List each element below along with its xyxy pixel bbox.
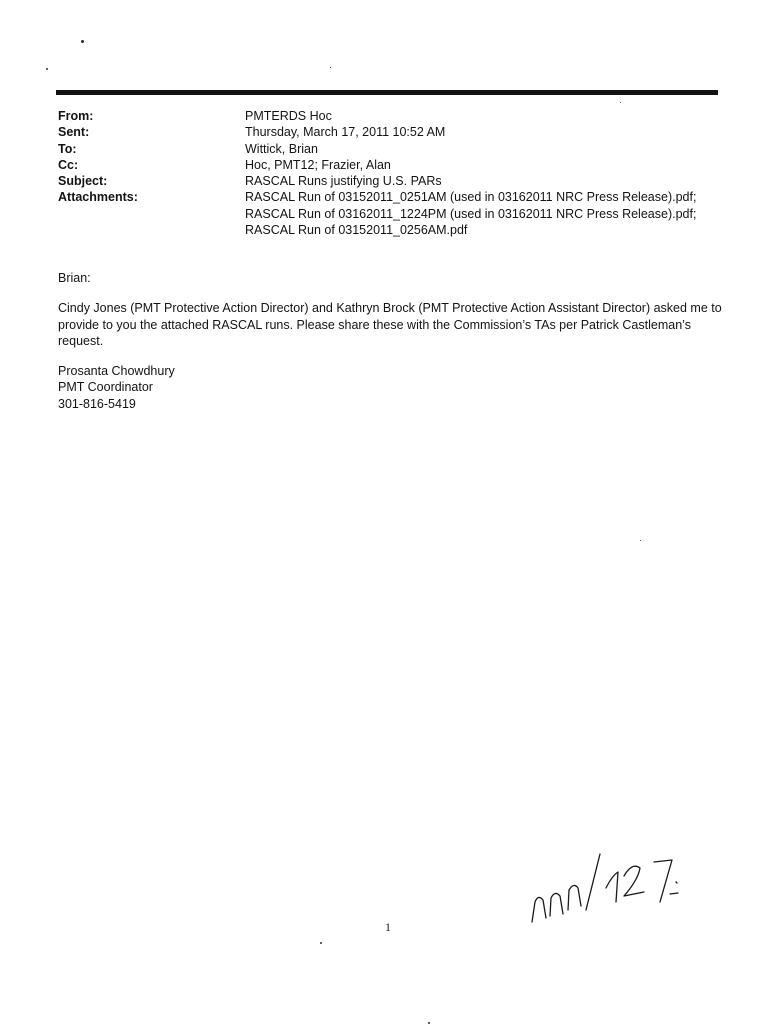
header-row-cc [58, 157, 718, 173]
email-body [58, 270, 723, 412]
greeting: Brian: [58, 271, 91, 285]
subject-value: RASCAL Runs justifying U.S. PARs [245, 174, 442, 189]
header-row-sent [58, 124, 718, 140]
header-rule [56, 90, 718, 95]
from-value: PMTERDS Hoc [245, 109, 332, 123]
header-row-subject [58, 173, 718, 189]
sent-label: Sent: [58, 125, 90, 140]
scan-speck [46, 68, 48, 70]
cc-label: Cc: [58, 157, 79, 172]
subject-label: Subject: [58, 174, 108, 189]
to-value: Wittick, Brian [245, 141, 318, 156]
scan-speck [320, 942, 322, 944]
to-label: To: [58, 141, 77, 156]
scan-speck [330, 67, 331, 68]
cc-value: Hoc, PMT12; Frazier, Alan [245, 157, 391, 172]
signature-title: PMT Coordinator [58, 380, 153, 395]
scan-speck [81, 40, 84, 43]
header-row-from [58, 108, 718, 124]
scan-speck [620, 102, 621, 103]
sent-value: Thursday, March 17, 2011 10:52 AM [245, 125, 446, 140]
scan-speck [640, 540, 641, 541]
from-label: From: [58, 109, 94, 123]
attachments-value: RASCAL Run of 03152011_0251AM (used in 03162011 NRC Press Release).pdf; RASCAL Run of 03162011_1224PM (used in 03162011 NRC Press Release).pdf; RASCAL Run of 03152011_0256AM.pdf [245, 190, 697, 238]
handwritten-note [520, 832, 700, 932]
signature-phone: 301-816-5419 [58, 396, 136, 411]
header-row-attachments [58, 189, 718, 238]
email-header [58, 108, 718, 238]
signature-name: Prosanta Chowdhury [58, 364, 175, 379]
attachments-label: Attachments: [58, 190, 138, 205]
signature-block [58, 363, 723, 412]
header-row-to [58, 141, 718, 157]
page-number: 1 [385, 920, 391, 934]
message-paragraph: Cindy Jones (PMT Protective Action Director) and Kathryn Brock (PMT Protective Action Assistant Director) asked me to provide to you the attached RASCAL runs. Please share these with the Commission’s TAs per Patrick Castleman’s request. [58, 301, 722, 348]
